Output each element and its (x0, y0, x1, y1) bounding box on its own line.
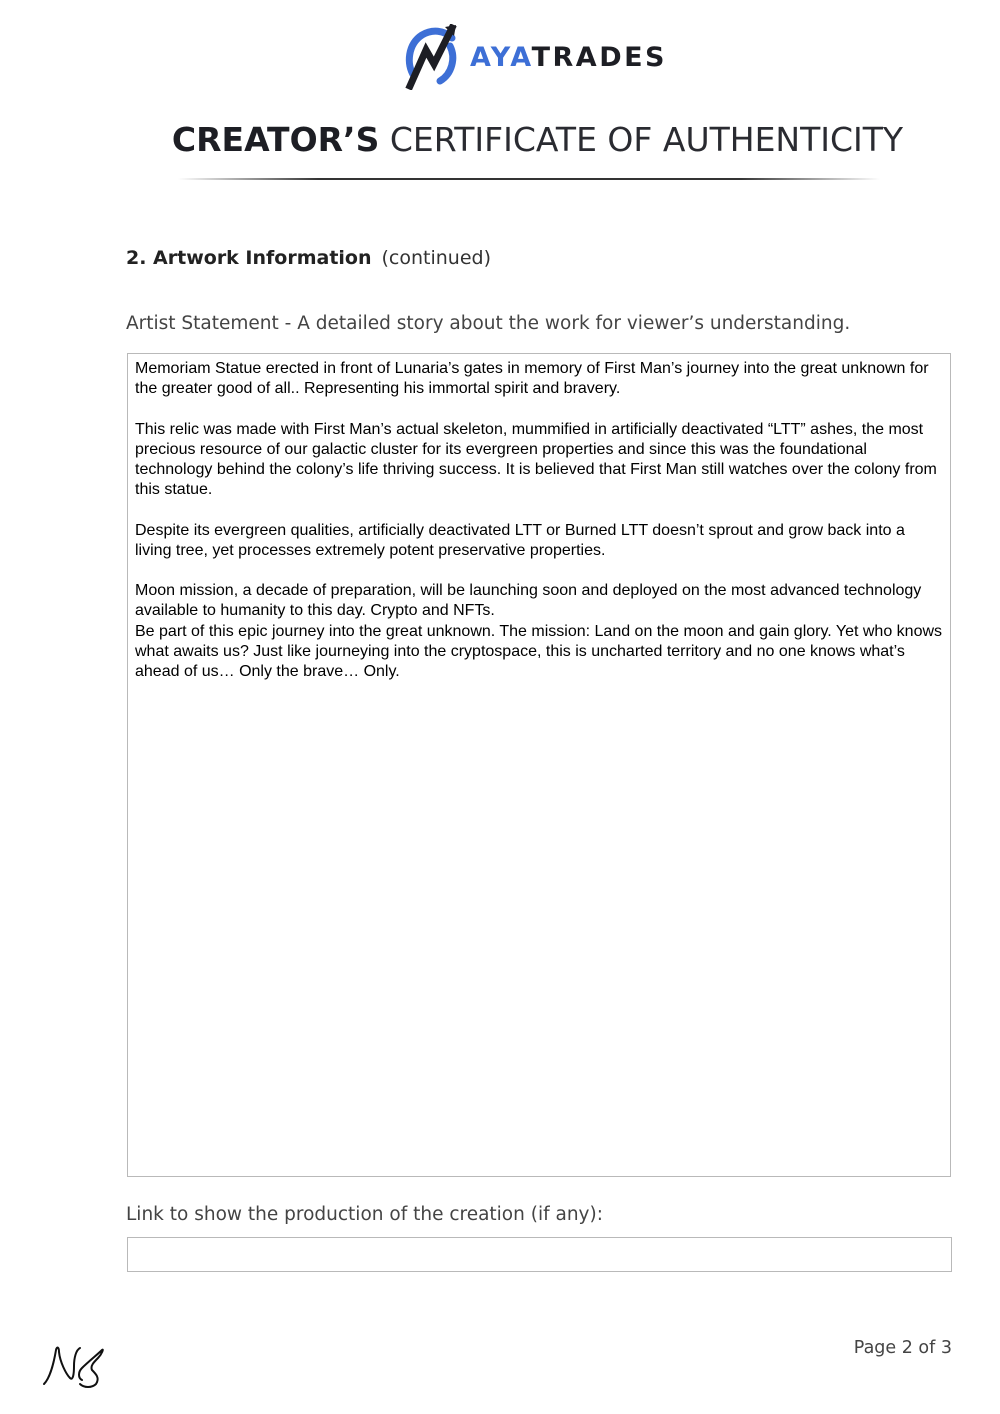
signature-icon (40, 1344, 112, 1390)
production-link-field[interactable] (127, 1237, 952, 1272)
artist-statement-field[interactable] (127, 353, 951, 1177)
certificate-title (0, 118, 1000, 162)
statement-paragraph: This relic was made with First Man’s actual skeleton, mummified in artificially deactivated “LTT” ashes, the most precious resource of our galactic cluster for its evergreen properties and since this was the foundational technology behind the colony’s life thriving success. It is believed that First Man still watches over the colony from this statue. (135, 420, 937, 499)
page-number: Page 2 of 3 (853, 1338, 952, 1358)
certificate-title-bold: CREATOR’S (171, 120, 380, 159)
section-heading-text: 2. Artwork Information (126, 247, 372, 269)
artist-statement-label: Artist Statement - A detailed story about the work for viewer’s understanding. (126, 313, 851, 334)
brand-part-aya: AYA (470, 41, 532, 73)
statement-paragraph: Memoriam Statue erected in front of Lunaria’s gates in memory of First Man’s journey into the great unknown for the greater good of all.. Representing his immortal spirit and bravery. (135, 360, 929, 398)
production-link-label: Link to show the production of the creation (if any): (126, 1204, 603, 1225)
statement-paragraph: Be part of this epic journey into the great unknown. The mission: Land on the moon and gain glory. Yet who knows what awaits us? Just like journeying into the cryptospace, this is uncharted territory and no one knows what’s ahead of us… Only the brave… Only. (135, 622, 943, 680)
brand-logo (404, 24, 667, 90)
statement-paragraph: Moon mission, a decade of preparation, will be launching soon and deployed on the most advanced technology available to humanity to this day. Crypto and NFTs. (135, 582, 922, 620)
title-divider (178, 178, 880, 180)
brand-part-trades: TRADES (531, 41, 667, 73)
brand-wordmark (470, 41, 667, 73)
certificate-title-rest: CERTIFICATE OF AUTHENTICITY (389, 120, 904, 159)
statement-paragraph: Despite its evergreen qualities, artificially deactivated LTT or Burned LTT doesn’t sprout and grow back into a living tree, yet processes extremely potent preservative properties. (135, 521, 905, 559)
section-heading (126, 244, 491, 272)
ayatrades-logo-icon (404, 24, 460, 90)
section-heading-suffix: (continued) (381, 247, 492, 269)
